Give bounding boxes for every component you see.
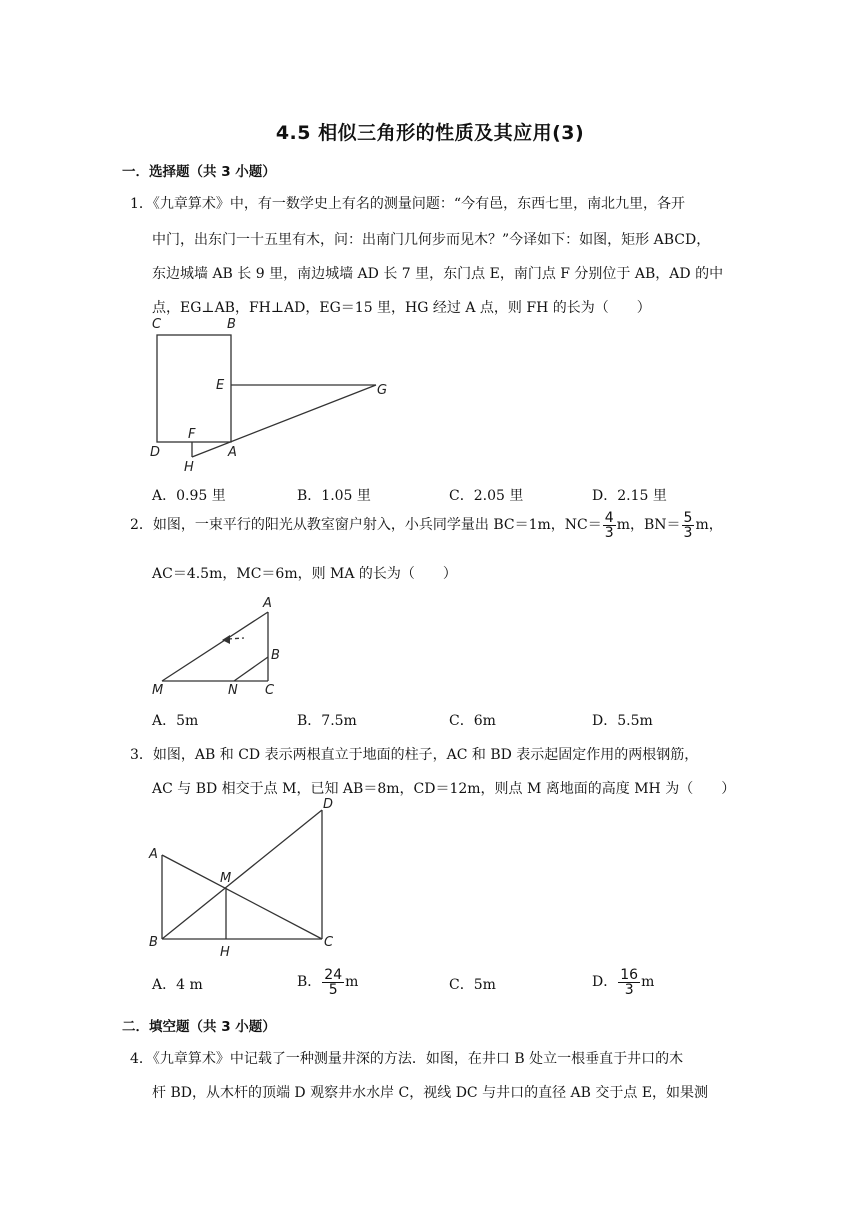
section-heading-choice: 一．选择题（共 3 小题） [122,164,276,180]
label-b: B [227,317,236,332]
label-b: B [149,935,158,950]
q2-line-1 [130,510,723,540]
label-h: H [184,460,194,475]
label-m: M [220,871,232,886]
q1-option-a: A．0.95 里 [152,488,226,504]
segment-bd [162,810,322,939]
fraction-bn: $\frac{5}{3}$ [683,509,693,541]
q3-option-b: B． $\frac{24}{5}$ m [297,966,359,998]
q4-line-1: 4．《九章算术》中记载了一种测量井深的方法．如图，在井口 B 处立一根垂直于井口的木 [130,1051,684,1067]
q3-figure [140,796,350,961]
q2-line-2: AC＝4.5m，MC＝6m，则 MA 的长为（ ） [152,566,457,582]
q2-line-1-start: 2．如图，一束平行的阳光从教室窗户射入，小兵同学量出 BC＝1m，NC＝ [130,517,602,533]
q2-option-c: C．6m [449,713,496,729]
label-c: C [152,317,162,332]
segment-ma [162,612,268,681]
label-m: M [152,683,164,698]
segment-nb [234,657,268,681]
q3-option-c: C．5m [449,977,496,993]
fraction-24-5: $\frac{24}{5}$ [324,966,343,998]
q3-option-a: A．4 m [152,977,203,993]
q1-option-d: D．2.15 里 [592,488,667,504]
segment-ac [162,855,322,939]
q2-line-1-end: m， [695,517,723,533]
label-n: N [228,683,238,698]
label-a: A [228,445,237,460]
q3-line-2: AC 与 BD 相交于点 M，已知 AB＝8m，CD＝12m，则点 M 离地面的高度 MH 为（ ） [152,781,736,797]
q1-option-c: C．2.05 里 [449,488,524,504]
label-g: G [377,383,388,398]
q4-line-2: 杆 BD，从木杆的顶端 D 观察井水水岸 C，视线 DC 与井口的直径 AB 交于点 E，如果测 [152,1085,709,1101]
label-a: A [149,847,158,862]
label-h: H [220,945,230,960]
label-d: D [150,445,161,460]
page-title: 4.5 相似三角形的性质及其应用(3) [275,122,585,144]
q1-option-b: B．1.05 里 [297,488,371,504]
q3-line-1: 3．如图，AB 和 CD 表示两根直立于地面的柱子，AC 和 BD 表示起固定作用的两根钢筋， [130,747,699,763]
fraction-nc: $\frac{4}{3}$ [604,509,614,541]
q1-line-1: 1．《九章算术》中，有一数学史上有名的测量问题：“今有邑，东西七里，南北九里，各开 [130,196,686,212]
q2-line-1-mid: m，BN＝ [616,517,681,533]
label-f: F [188,427,196,442]
section-heading-fill: 二．填空题（共 3 小题） [122,1019,276,1035]
sunlight-arrow-shaft [228,638,244,639]
label-e: E [216,378,225,393]
sunlight-arrow-icon [222,635,230,644]
label-c: C [265,683,275,698]
segment-hg [192,385,376,457]
label-d: D [323,797,334,812]
fraction-16-3: $\frac{16}{3}$ [620,966,639,998]
q3-option-d: D． $\frac{16}{3}$ m [592,966,655,998]
q2-option-d: D．5.5m [592,713,653,729]
q1-figure [140,312,400,477]
q1-line-3: 东边城墙 AB 长 9 里，南边城墙 AD 长 7 里，东门点 E，南门点 F 分别位于 AB，AD 的中 [152,266,724,282]
q2-option-b: B．7.5m [297,713,357,729]
q2-option-a: A．5m [152,713,199,729]
label-a: A [263,596,272,611]
label-b: B [271,648,280,663]
label-c: C [324,935,334,950]
q1-line-4: 点，EG⊥AB，FH⊥AD，EG＝15 里，HG 经过 A 点，则 FH 的长为（ ） [152,300,651,316]
q1-line-2: 中门，出东门一十五里有木，问：出南门几何步而见木？”今译如下：如图，矩形 ABCD， [152,232,711,248]
q2-figure [140,590,300,700]
